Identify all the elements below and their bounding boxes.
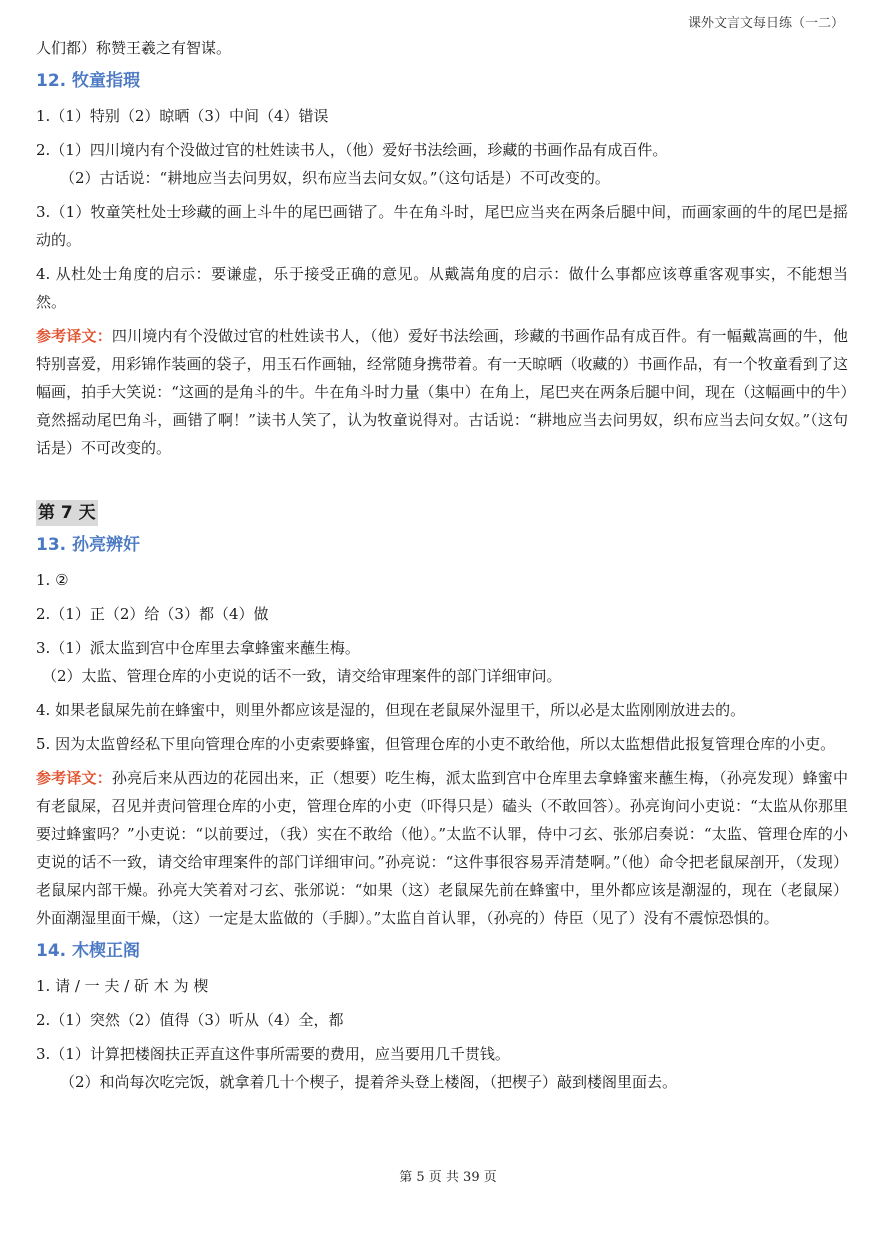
page-header: 课外文言文每日练（一二）	[687, 16, 844, 31]
section-13-title: 13. 孙亮辨奸	[36, 535, 141, 555]
reference-label: 参考译文：	[36, 769, 112, 787]
s13-answer-4: 4. 如果老鼠屎先前在蜂蜜中，则里外都应该是湿的，但现在老鼠屎外湿里干，所以必是太监刚刚放进去的。	[36, 701, 746, 719]
s12-answer-4: 4. 从杜处士角度的启示：要谦虚，乐于接受正确的意见。从戴嵩角度的启示：做什么事都应该尊重客观事实，不能想当然。	[36, 265, 848, 311]
s13-answer-2: 2.（1）正（2）给（3）都（4）做	[36, 605, 269, 623]
reference-text: 孙亮后来从西边的花园出来，正（想要）吃生梅，派太监到宫中仓库里去拿蜂蜜来蘸生梅，（孙亮发现）蜂蜜中有老鼠屎，召见并责问管理仓库的小吏，管理仓库的小吏（吓得只是）磕头（不敢回答）。孙亮询问小吏说：“太监从你那里要过蜂蜜吗？”小吏说：“以前要过，（我）实在不敢给（他）。”太监不认罪，侍中刁玄、张邠启奏说：“太监、管理仓库的小吏说的话不一致，请交给审理案件的部门详细审问。”孙亮说：“这件事很容易弄清楚啊。”（他）命令把老鼠屎剖开，（发现）老鼠屎内部干燥。孙亮大笑着对刁玄、张邠说：“如果（这）老鼠屎先前在蜂蜜中，里外都应该是潮湿的，现在（老鼠屎）外面潮湿里面干燥，（这）一定是太监做的（手脚）。”太监自首认罪，（孙亮的）侍臣（见了）没有不震惊恐惧的。	[36, 769, 848, 927]
section-14-title: 14. 木楔正阁	[36, 941, 141, 961]
s13-answer-5: 5. 因为太监曾经私下里向管理仓库的小吏索要蜂蜜，但管理仓库的小吏不敢给他，所以太监想借此报复管理仓库的小吏。	[36, 735, 836, 753]
s13-answer-1: 1. ②	[36, 571, 69, 589]
section-12-title: 12. 牧童指瑕	[36, 71, 141, 91]
reference-text: 四川境内有个没做过官的杜姓读书人，（他）爱好书法绘画，珍藏的书画作品有成百件。有一幅戴嵩画的牛，他特别喜爱，用彩锦作装画的袋子，用玉石作画轴，经常随身携带着。有一天晾晒（收藏的）书画作品，有一个牧童看到了这幅画，拍手大笑说：“这画的是角斗的牛。牛在角斗时力量（集中）在角上，尾巴夹在两条后腿中间，现在（这幅画中的牛）竟然摇动尾巴角斗，画错了啊！”读书人笑了，认为牧童说得对。古话说：“耕地应当去问男奴，织布应当去问女奴。”（这句话是）不可改变的。	[36, 327, 848, 457]
s14-answer-2: 2.（1）突然（2）值得（3）听从（4）全，都	[36, 1011, 344, 1029]
day-label: 第 7 天	[36, 500, 98, 526]
s14-answer-1: 1. 请 / 一 夫 / 斫 木 为 楔	[36, 977, 209, 995]
s14-answer-3-1: 3.（1）计算把楼阁扶正弄直这件事所需要的费用，应当要用几千贯钱。	[36, 1045, 510, 1063]
intro-line: 人们都）称赞王羲之有智谋。	[36, 39, 232, 57]
reference-label: 参考译文：	[36, 327, 112, 345]
s12-reference-translation	[36, 322, 848, 462]
s12-answer-1: 1.（1）特别（2）晾晒（3）中间（4）错误	[36, 107, 329, 125]
s12-answer-2-2: （2）古话说：“耕地应当去问男奴，织布应当去问女奴。”（这句话是）不可改变的。	[60, 169, 610, 187]
s13-answer-3-1: 3.（1）派太监到宫中仓库里去拿蜂蜜来蘸生梅。	[36, 639, 360, 657]
s13-answer-3-2: （2）太监、管理仓库的小吏说的话不一致，请交给审理案件的部门详细审问。	[42, 667, 562, 685]
s13-reference-translation	[36, 764, 848, 932]
page-footer: 第 5 页 共 39 页	[399, 1170, 497, 1185]
s12-answer-2-1: 2.（1）四川境内有个没做过官的杜姓读书人，（他）爱好书法绘画，珍藏的书画作品有成百件。	[36, 141, 668, 159]
document-body	[36, 34, 848, 1102]
s14-answer-3-2: （2）和尚每次吃完饭，就拿着几十个楔子，提着斧头登上楼阁，（把楔子）敲到楼阁里面去。	[60, 1073, 678, 1091]
s12-answer-3: 3.（1）牧童笑杜处士珍藏的画上斗牛的尾巴画错了。牛在角斗时，尾巴应当夹在两条后腿中间，而画家画的牛的尾巴是摇动的。	[36, 203, 848, 249]
